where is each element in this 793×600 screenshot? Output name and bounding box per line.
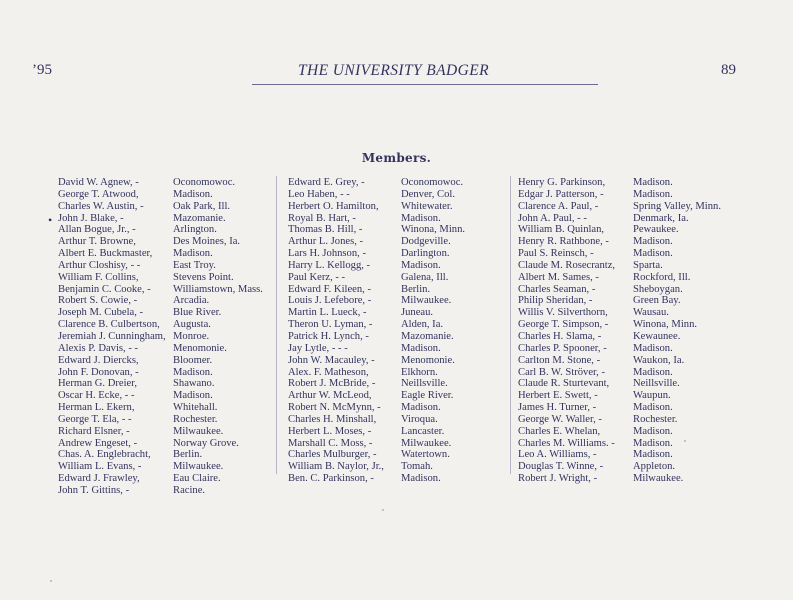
member-name: Alex. F. Matheson, xyxy=(288,366,369,378)
member-hometown: Madison. xyxy=(401,212,441,224)
member-hometown: Norway Grove. xyxy=(173,437,239,449)
member-row xyxy=(288,473,465,485)
member-name: John A. Paul, - - xyxy=(518,212,587,224)
member-hometown: Berlin. xyxy=(173,449,203,461)
member-name: George W. Waller, - xyxy=(518,413,602,425)
member-name: Leo Haben, - - xyxy=(288,188,350,200)
member-row xyxy=(58,473,263,485)
member-hometown: Madison. xyxy=(633,425,673,437)
member-hometown: Williamstown, Mass. xyxy=(173,283,263,295)
member-hometown: Eagle River. xyxy=(401,390,454,402)
member-row xyxy=(288,343,465,355)
member-name: George T. Atwood, xyxy=(58,188,139,200)
member-name: Charles H. Slama, - xyxy=(518,330,602,342)
member-hometown: Berlin. xyxy=(401,283,431,295)
member-name: Edward E. Grey, - xyxy=(288,177,365,188)
members-column-3 xyxy=(518,177,721,485)
member-row xyxy=(518,177,721,189)
member-hometown: Wausau. xyxy=(633,307,669,319)
member-row xyxy=(58,438,263,450)
member-name: Henry G. Parkinson, xyxy=(518,177,606,188)
member-row xyxy=(288,224,465,236)
member-hometown: Madison. xyxy=(633,437,673,449)
paper-speck xyxy=(50,580,52,582)
member-row xyxy=(518,295,721,307)
member-hometown: Augusta. xyxy=(173,319,211,331)
member-row xyxy=(58,485,263,497)
member-hometown: Juneau. xyxy=(401,307,434,319)
member-hometown: Lancaster. xyxy=(401,425,445,437)
member-hometown: Milwaukee. xyxy=(401,295,452,307)
section-title: Members. xyxy=(361,151,432,165)
member-hometown: Dodgeville. xyxy=(401,236,451,248)
member-hometown: Madison. xyxy=(173,366,213,378)
member-name: Alexis P. Davis, - - xyxy=(58,342,139,354)
member-row xyxy=(288,449,465,461)
member-row xyxy=(518,367,721,379)
member-row xyxy=(288,177,465,189)
member-hometown: Rockford, Ill. xyxy=(633,271,691,283)
member-row xyxy=(518,402,721,414)
member-hometown: Pewaukee. xyxy=(633,224,679,236)
member-name: James H. Turner, - xyxy=(518,402,597,414)
header-year: ’95 xyxy=(32,62,52,78)
member-row xyxy=(518,390,721,402)
member-hometown: Madison. xyxy=(173,248,213,260)
member-name: Charles P. Spooner, - xyxy=(518,342,607,354)
member-hometown: Menomonie. xyxy=(401,354,455,366)
column-divider xyxy=(276,176,277,474)
member-row xyxy=(288,319,465,331)
member-name: George T. Ela, - - xyxy=(58,413,132,425)
member-row xyxy=(288,284,465,296)
member-hometown: Des Moines, Ia. xyxy=(173,236,241,248)
member-row xyxy=(58,343,263,355)
member-hometown: Waupun. xyxy=(633,390,671,402)
member-hometown: Madison. xyxy=(173,188,213,200)
member-name: John J. Blake, - xyxy=(58,212,124,224)
member-hometown: Bloomer. xyxy=(173,354,213,366)
member-hometown: Denmark, Ia. xyxy=(633,212,689,224)
member-name: Herbert O. Hamilton, xyxy=(288,200,379,212)
member-name: Charles Mulburger, - xyxy=(288,449,377,461)
member-row xyxy=(58,284,263,296)
member-hometown: Alden, Ia. xyxy=(401,319,444,331)
member-name: Chas. A. Englebracht, xyxy=(58,449,151,461)
member-row xyxy=(518,307,721,319)
member-hometown: Monroe. xyxy=(173,330,210,342)
member-row xyxy=(58,461,263,473)
member-hometown: Oak Park, Ill. xyxy=(173,200,231,212)
member-row xyxy=(58,426,263,438)
member-name: Carl B. W. Ströver, - xyxy=(518,366,605,378)
member-name: Jeremiah J. Cunningham, xyxy=(58,330,166,342)
margin-mark: • xyxy=(48,213,53,227)
member-hometown: Waukon, Ia. xyxy=(633,354,685,366)
member-hometown: Eau Claire. xyxy=(173,473,221,485)
member-row xyxy=(58,201,263,213)
member-name: Edward J. Diercks, xyxy=(58,354,139,366)
member-name: Royal B. Hart, - xyxy=(288,212,356,224)
member-name: Herbert L. Moses, - xyxy=(288,425,372,437)
member-name: Arthur L. Jones, - xyxy=(288,236,364,248)
member-row xyxy=(288,201,465,213)
member-hometown: Darlington. xyxy=(401,248,450,260)
member-name: John T. Gittins, - xyxy=(58,484,130,496)
member-hometown: Menomonie. xyxy=(173,342,227,354)
member-hometown: Blue River. xyxy=(173,307,222,319)
member-name: Clarence A. Paul, - xyxy=(518,200,599,212)
member-row xyxy=(518,473,721,485)
member-hometown: Madison. xyxy=(633,248,673,260)
member-name: William L. Evans, - xyxy=(58,461,142,473)
member-name: Robert N. McMynn, - xyxy=(288,402,381,414)
member-hometown: Rochester. xyxy=(633,413,678,425)
member-hometown: Stevens Point. xyxy=(173,271,234,283)
member-row xyxy=(58,414,263,426)
member-row xyxy=(518,272,721,284)
paper-speck xyxy=(382,509,384,511)
member-row xyxy=(58,272,263,284)
member-hometown: Madison. xyxy=(633,342,673,354)
member-name: Albert E. Buckmaster, xyxy=(58,248,153,260)
member-name: Ben. C. Parkinson, - xyxy=(288,473,374,485)
member-row xyxy=(518,331,721,343)
member-name: John F. Donovan, - xyxy=(58,366,139,378)
member-hometown: Madison. xyxy=(633,366,673,378)
member-row xyxy=(58,307,263,319)
member-name: George T. Simpson, - xyxy=(518,319,609,331)
member-hometown: Madison. xyxy=(633,449,673,461)
member-row xyxy=(518,284,721,296)
member-name: Charles Seaman, - xyxy=(518,283,596,295)
member-name: Martin L. Lueck, - xyxy=(288,307,367,319)
member-name: Charles W. Austin, - xyxy=(58,200,144,212)
member-row xyxy=(58,295,263,307)
member-row xyxy=(518,355,721,367)
member-hometown: Mazomanie. xyxy=(401,330,454,342)
member-name: Albert M. Sames, - xyxy=(518,271,599,283)
member-hometown: Mazomanie. xyxy=(173,212,226,224)
member-name: Edgar J. Patterson, - xyxy=(518,188,604,200)
member-hometown: Madison. xyxy=(633,402,673,414)
member-hometown: Winona, Minn. xyxy=(633,319,698,331)
member-hometown: Appleton. xyxy=(633,461,676,473)
member-name: Arthur W. McLeod, xyxy=(288,390,372,402)
member-name: Jay Lytle, - - - xyxy=(288,342,348,354)
member-row xyxy=(58,260,263,272)
member-row xyxy=(288,307,465,319)
member-name: Robert S. Cowie, - xyxy=(58,295,138,307)
member-hometown: Milwaukee. xyxy=(173,425,224,437)
member-row xyxy=(288,248,465,260)
member-row xyxy=(518,248,721,260)
member-name: Patrick H. Lynch, - xyxy=(288,330,369,342)
member-row xyxy=(518,201,721,213)
member-row xyxy=(58,390,263,402)
member-name: Paul S. Reinsch, - xyxy=(518,248,594,260)
member-name: Andrew Engeset, - xyxy=(58,437,138,449)
member-hometown: Tomah. xyxy=(401,461,433,473)
member-name: Herman G. Dreier, xyxy=(58,378,137,390)
member-hometown: Madison. xyxy=(401,402,441,414)
member-hometown: Arlington. xyxy=(173,224,217,236)
member-name: Edward J. Frawley, xyxy=(58,473,140,485)
member-name: Leo A. Williams, - xyxy=(518,449,597,461)
member-name: Carlton M. Stone, - xyxy=(518,354,601,366)
member-hometown: Madison. xyxy=(401,473,441,485)
member-hometown: Madison. xyxy=(401,342,441,354)
member-row xyxy=(58,236,263,248)
member-row xyxy=(288,402,465,414)
member-hometown: Galena, Ill. xyxy=(401,271,449,283)
member-name: Benjamin C. Cooke, - xyxy=(58,283,151,295)
member-hometown: Madison. xyxy=(173,390,213,402)
member-hometown: Watertown. xyxy=(401,449,450,461)
member-row xyxy=(518,213,721,225)
member-row xyxy=(288,213,465,225)
member-name: Arthur Closhisy, - - xyxy=(58,259,141,271)
member-row xyxy=(58,367,263,379)
member-row xyxy=(518,236,721,248)
member-row xyxy=(288,272,465,284)
member-hometown: Madison. xyxy=(633,177,673,188)
member-hometown: Madison. xyxy=(633,236,673,248)
member-row xyxy=(288,461,465,473)
member-hometown: Winona, Minn. xyxy=(401,224,466,236)
member-row xyxy=(288,295,465,307)
member-row xyxy=(58,319,263,331)
member-name: Herbert E. Swett, - xyxy=(518,390,598,402)
member-row xyxy=(288,367,465,379)
member-hometown: Sparta. xyxy=(633,259,663,271)
member-row xyxy=(288,260,465,272)
member-name: Theron U. Lyman, - xyxy=(288,319,373,331)
member-hometown: Neillsville. xyxy=(401,378,448,390)
member-row xyxy=(288,414,465,426)
member-row xyxy=(518,449,721,461)
member-hometown: Milwaukee. xyxy=(633,473,684,485)
member-name: Claude R. Sturtevant, xyxy=(518,378,610,390)
member-hometown: Whitewater. xyxy=(401,200,453,212)
members-column-1 xyxy=(58,177,263,497)
member-name: David W. Agnew, - xyxy=(58,177,139,188)
member-hometown: Spring Valley, Minn. xyxy=(633,200,721,212)
member-hometown: Milwaukee. xyxy=(173,461,224,473)
member-hometown: Rochester. xyxy=(173,413,218,425)
member-hometown: Madison. xyxy=(401,259,441,271)
member-hometown: East Troy. xyxy=(173,259,216,271)
member-name: Robert J. Wright, - xyxy=(518,473,598,485)
member-row xyxy=(288,355,465,367)
member-row xyxy=(288,438,465,450)
member-name: Harry L. Kellogg, - xyxy=(288,259,371,271)
members-column-2 xyxy=(288,177,465,485)
member-hometown: Sheboygan. xyxy=(633,283,683,295)
member-name: Marshall C. Moss, - xyxy=(288,437,373,449)
member-name: Oscar H. Ecke, - - xyxy=(58,390,135,402)
member-name: William B. Naylor, Jr., xyxy=(288,461,384,473)
member-hometown: Madison. xyxy=(633,188,673,200)
member-row xyxy=(518,260,721,272)
member-name: Douglas T. Winne, - xyxy=(518,461,604,473)
member-row xyxy=(58,331,263,343)
paper-speck xyxy=(684,440,686,442)
member-name: John W. Macauley, - xyxy=(288,354,375,366)
member-hometown: Kewaunee. xyxy=(633,330,681,342)
member-name: Henry R. Rathbone, - xyxy=(518,236,609,248)
member-hometown: Viroqua. xyxy=(401,413,438,425)
member-row xyxy=(518,224,721,236)
member-name: Edward F. Kileen, - xyxy=(288,283,371,295)
member-name: Lars H. Johnson, - xyxy=(288,248,366,260)
member-row xyxy=(288,189,465,201)
member-name: Louis J. Lefebore, - xyxy=(288,295,372,307)
running-header xyxy=(0,62,793,84)
member-row xyxy=(288,236,465,248)
member-row xyxy=(58,449,263,461)
member-row xyxy=(518,461,721,473)
member-row xyxy=(58,189,263,201)
member-name: Charles M. Williams. - xyxy=(518,437,615,449)
member-row xyxy=(288,378,465,390)
member-name: Arthur T. Browne, xyxy=(58,236,136,248)
member-name: Herman L. Ekern, xyxy=(58,402,135,414)
member-hometown: Racine. xyxy=(173,484,206,496)
member-name: Claude M. Rosecrantz, xyxy=(518,259,616,271)
member-hometown: Elkhorn. xyxy=(401,366,438,378)
member-hometown: Oconomowoc. xyxy=(173,177,236,188)
member-hometown: Milwaukee. xyxy=(401,437,452,449)
member-name: Allan Bogue, Jr., - xyxy=(58,224,136,236)
member-name: Thomas B. Hill, - xyxy=(288,224,363,236)
member-name: Clarence B. Culbertson, xyxy=(58,319,160,331)
member-hometown: Green Bay. xyxy=(633,295,681,307)
member-name: Charles H. Minshall, xyxy=(288,413,377,425)
member-name: Joseph M. Cubela, - xyxy=(58,307,144,319)
member-row xyxy=(58,224,263,236)
member-row xyxy=(58,402,263,414)
member-name: Paul Kerz, - - xyxy=(288,271,346,283)
header-rule xyxy=(252,84,598,85)
member-name: Charles E. Whelan, xyxy=(518,425,601,437)
member-hometown: Denver, Col. xyxy=(401,188,456,200)
member-row xyxy=(288,390,465,402)
member-row xyxy=(288,331,465,343)
member-row xyxy=(518,343,721,355)
member-name: William B. Quinlan, xyxy=(518,224,605,236)
member-row xyxy=(518,319,721,331)
member-row xyxy=(58,248,263,260)
member-row xyxy=(58,355,263,367)
column-divider xyxy=(510,176,511,474)
member-hometown: Oconomowoc. xyxy=(401,177,464,188)
member-row xyxy=(518,378,721,390)
member-hometown: Arcadia. xyxy=(173,295,210,307)
member-row xyxy=(58,378,263,390)
page-number: 89 xyxy=(721,62,736,78)
member-row xyxy=(518,426,721,438)
member-row xyxy=(58,213,263,225)
member-hometown: Neillsville. xyxy=(633,378,680,390)
member-name: William F. Collins, xyxy=(58,271,139,283)
member-row xyxy=(58,177,263,189)
member-row xyxy=(518,438,721,450)
member-name: Richard Elsner, - xyxy=(58,425,130,437)
member-name: Robert J. McBride, - xyxy=(288,378,376,390)
header-title: THE UNIVERSITY BADGER xyxy=(298,62,489,79)
member-name: Philip Sheridan, - xyxy=(518,295,593,307)
member-hometown: Whitehall. xyxy=(173,402,218,414)
member-hometown: Shawano. xyxy=(173,378,215,390)
member-row xyxy=(518,189,721,201)
member-row xyxy=(288,426,465,438)
member-name: Willis V. Silverthorn, xyxy=(518,307,608,319)
member-row xyxy=(518,414,721,426)
